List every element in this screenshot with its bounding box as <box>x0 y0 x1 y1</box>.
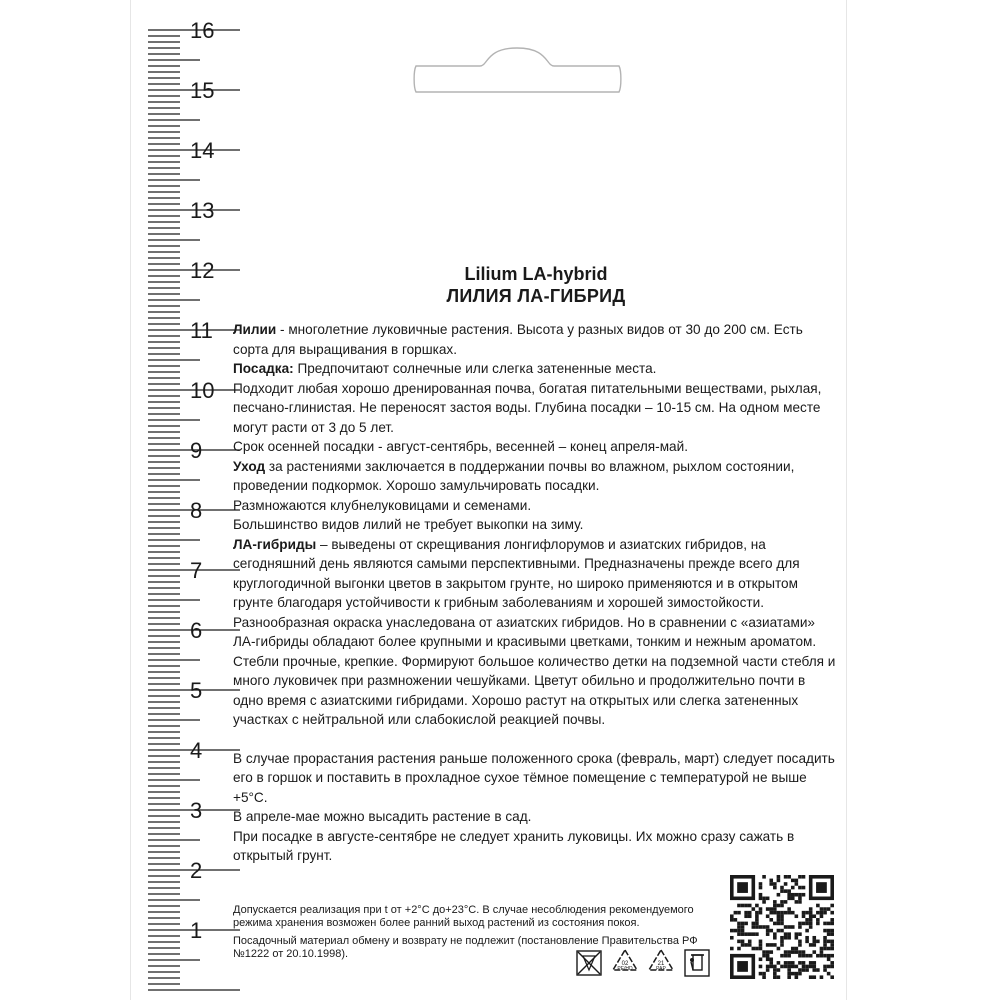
bin-icon <box>683 948 711 978</box>
ruler-label: 15 <box>190 78 215 103</box>
paragraph-lilies: Лилии - многолетние луковичные растения. Высота у разных видов от 30 до 200 см. Есть сорта для выращивания в горшках. <box>233 322 803 357</box>
paragraph-april-may: В апреле-мае можно высадить растение в сад. <box>233 809 532 824</box>
packaging-symbols <box>575 948 711 978</box>
term-planting: Посадка: <box>233 361 294 376</box>
paragraph-soil: Подходит любая хорошо дренированная почва, богатая питательными веществами, рыхлая, песчано-глинистая. Не переносят застоя воды. Глубина посадки – 10-15 см. На одном месте могут расти от 3 до 5 лет. <box>233 380 822 435</box>
qr-code[interactable] <box>730 875 834 979</box>
paragraph-planting: Посадка: Предпочитают солнечные или слегка затененные места. <box>233 361 657 376</box>
ruler-label: 1 <box>190 918 203 943</box>
ruler-label: 9 <box>190 438 203 463</box>
ruler-label: 4 <box>190 738 203 763</box>
ruler-label: 6 <box>190 618 203 643</box>
paragraph-care: Уход за растениями заключается в поддержании почвы во влажном, рыхлом состоянии, проведении подкормок. Хорошо замульчировать посадки. <box>233 458 795 493</box>
description-text <box>233 320 839 866</box>
recycle-pe-hd-icon: 02 PE/HD <box>611 948 639 978</box>
ruler-label: 14 <box>190 138 215 163</box>
ruler-label: 2 <box>190 858 203 883</box>
svg-text:02: 02 <box>621 961 629 967</box>
hang-hole-icon <box>412 44 623 94</box>
paragraph-la-hybrids: ЛА-гибриды – выведены от скрещивания лонгифлорумов и азиатских гибридов, на сегодняшний день являются самыми перспективными. Предназначены прежде всего для круглогодичной выгонки цветов в закрытом грунте, но широко применяются и в открытом грунте благодаря устойчивости к грибным заболеваниям и хорошей зимостойкости. Разнообразная окраска унаследована от азиатских гибридов. Но в сравнении с «азиатами» ЛА-гибриды обладают более крупными и красивыми цветками, тонким и нежным ароматом. Стебли прочные, крепкие. Формируют большое количество детки на подземной части стебля и много луковичек при размножении чешуйками. Цветут обильно и продолжительно почти в одно время с азиатскими гибридами. Хорошо растут на открытых или слегка затененных участках с нейтральной или слабокислой реакцией почвы. <box>233 536 836 727</box>
ruler-label: 8 <box>190 498 203 523</box>
term-care: Уход <box>233 458 266 474</box>
ruler-label: 13 <box>190 198 215 223</box>
term-la-hybrids: ЛА-гибриды <box>233 536 317 552</box>
recycle-pap-icon: 21 PAP <box>647 948 675 978</box>
ruler-label: 7 <box>190 558 203 583</box>
paragraph-august-september: При посадке в августе-сентябре не следует хранить луковицы. Их можно сразу сажать в открытый грунт. <box>233 828 795 863</box>
paragraph-planting-time: Срок осенней посадки - август-сентябрь, весенней – конец апреля-май. <box>233 439 688 454</box>
product-title <box>233 263 839 307</box>
paragraph-propagation: Размножаются клубнелуковицами и семенами. <box>233 497 532 513</box>
title-russian: ЛИЛИЯ ЛА-ГИБРИД <box>446 286 626 306</box>
title-latin: Lilium LA-hybrid <box>464 264 608 284</box>
no-fire-glass-icon <box>575 948 603 978</box>
paragraph-early-sprouting: В случае прорастания растения раньше положенного срока (февраль, март) следует посадить его в горшок и поставить в прохладное сухое тёмное помещение с температурой не выше +5°С. <box>233 750 835 805</box>
ruler-label: 5 <box>190 678 203 703</box>
paragraph-winter: Большинство видов лилий не требует выкопки на зиму. <box>233 517 584 532</box>
ruler-label: 11 <box>190 318 213 343</box>
storage-note: Допускается реализация при t от +2°С до+23°С. В случае несоблюдения рекомендуемого режима хранения возможен более ранний выход растений из состояния покоя. <box>233 904 694 929</box>
return-note: Посадочный материал обмену и возврату не подлежит (постановление Правительства РФ №1222 от 20.10.1998). <box>233 935 698 960</box>
term-lilies: Лилии <box>233 322 277 337</box>
svg-text:21: 21 <box>657 961 665 967</box>
ruler-label: 12 <box>190 258 215 283</box>
ruler-label: 10 <box>190 378 215 403</box>
ruler-label: 3 <box>190 798 203 823</box>
ruler-label: 16 <box>190 18 215 43</box>
